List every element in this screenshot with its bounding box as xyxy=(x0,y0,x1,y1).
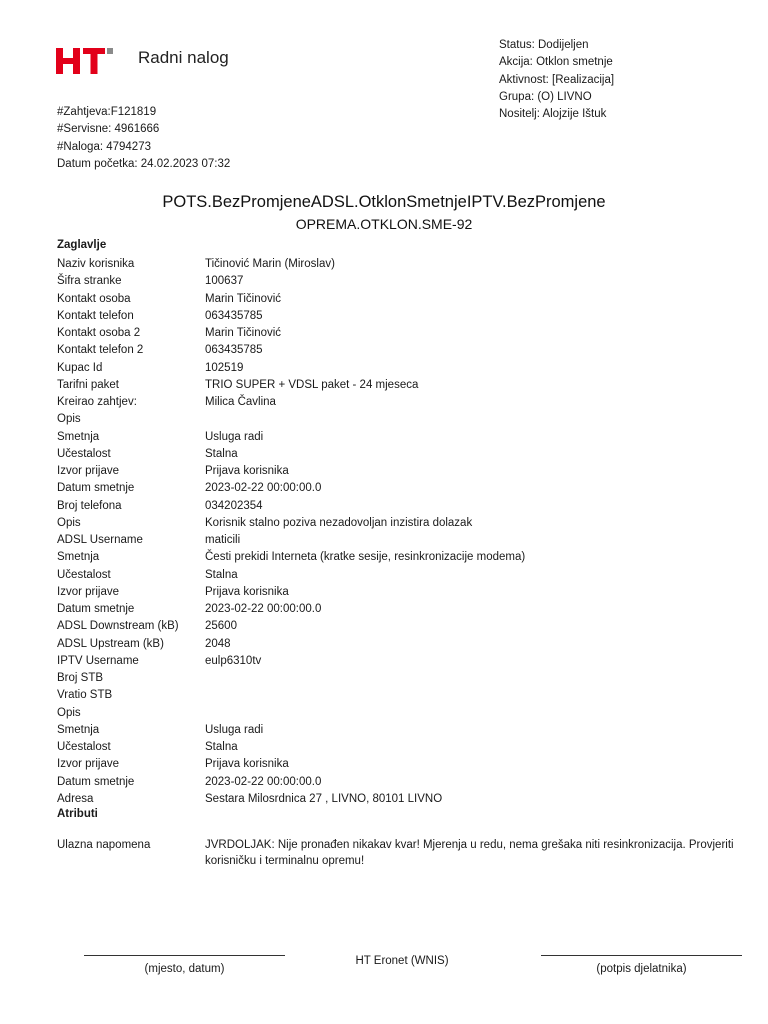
order-id: #Naloga: 4794273 xyxy=(57,140,151,153)
field-label: Izvor prijave xyxy=(57,465,119,477)
place-date-line xyxy=(84,955,285,956)
field-value: eulp6310tv xyxy=(205,654,262,667)
field-value: 100637 xyxy=(205,275,244,288)
order-headline: POTS.BezPromjeneADSL.OtklonSmetnjeIPTV.BezPromjene xyxy=(162,193,606,211)
field-value: Prijava korisnika xyxy=(205,758,289,771)
field-value: 2023-02-22 00:00:00.0 xyxy=(205,775,322,788)
order-subheadline: OPREMA.OTKLON.SME-92 xyxy=(295,216,473,232)
detail-row xyxy=(57,567,737,584)
detail-row xyxy=(57,446,737,463)
field-label: Adresa xyxy=(57,792,94,805)
field-label: Učestalost xyxy=(57,447,111,460)
detail-row xyxy=(57,687,737,704)
field-label: IPTV Username xyxy=(57,654,139,667)
detail-row xyxy=(57,498,737,515)
start-date: Datum početka: 24.02.2023 07:32 xyxy=(57,157,231,170)
detail-row xyxy=(57,739,737,756)
detail-row xyxy=(57,549,737,566)
field-label: Smetnja xyxy=(57,551,100,564)
field-value: Marin Tičinović xyxy=(205,327,282,339)
field-label: Naziv korisnika xyxy=(57,258,135,270)
detail-row xyxy=(57,584,737,601)
field-value: Sestara Milosrdnica 27 , LIVNO, 80101 LIVNO xyxy=(205,792,443,805)
detail-row xyxy=(57,480,737,497)
detail-row xyxy=(57,429,737,446)
organization-name: HT Eronet (WNIS) xyxy=(355,955,449,967)
request-id: #Zahtjeva:F121819 xyxy=(57,106,157,118)
field-value: Prijava korisnika xyxy=(205,465,289,477)
detail-row xyxy=(57,256,737,273)
field-label: Smetnja xyxy=(57,430,100,443)
detail-row xyxy=(57,601,737,618)
place-date-label: (mjesto, datum) xyxy=(144,963,225,975)
detail-row xyxy=(57,774,737,791)
input-note xyxy=(57,838,737,869)
detail-row xyxy=(57,618,737,635)
field-value: Usluga radi xyxy=(205,430,264,443)
field-label: Učestalost xyxy=(57,568,111,581)
field-value: Stalna xyxy=(205,568,238,581)
action-line: Akcija: Otklon smetnje xyxy=(499,56,613,69)
detail-row xyxy=(57,377,737,394)
field-label: Kontakt telefon 2 xyxy=(57,344,144,357)
detail-row xyxy=(57,325,737,342)
detail-row xyxy=(57,273,737,290)
section-zaglavlje: Zaglavlje xyxy=(57,239,107,251)
detail-row xyxy=(57,291,737,308)
ht-logo xyxy=(56,47,116,75)
field-value: 2048 xyxy=(205,637,231,650)
detail-row xyxy=(57,705,737,722)
detail-row xyxy=(57,756,737,773)
detail-row xyxy=(57,463,737,480)
service-id: #Servisne: 4961666 xyxy=(57,123,160,136)
detail-row xyxy=(57,670,737,687)
field-value: 2023-02-22 00:00:00.0 xyxy=(205,603,322,615)
field-value: Stalna xyxy=(205,447,238,460)
field-label: Smetnja xyxy=(57,723,100,736)
field-label: Kontakt telefon xyxy=(57,309,134,322)
detail-row xyxy=(57,722,737,739)
group-line: Grupa: (O) LIVNO xyxy=(499,90,592,103)
field-value: 063435785 xyxy=(205,309,263,322)
field-label: Kontakt osoba xyxy=(57,292,131,305)
detail-row xyxy=(57,791,737,808)
detail-rows xyxy=(57,256,737,808)
field-value: Prijava korisnika xyxy=(205,585,289,598)
field-label: Datum smetnje xyxy=(57,775,135,788)
detail-row xyxy=(57,653,737,670)
field-label: ADSL Downstream (kB) xyxy=(57,620,179,633)
field-label: Opis xyxy=(57,706,81,719)
field-label: Datum smetnje xyxy=(57,482,135,495)
field-label: Broj telefona xyxy=(57,499,122,512)
activity-line: Aktivnost: [Realizacija] xyxy=(499,73,615,86)
field-value: Marin Tičinović xyxy=(205,292,282,305)
detail-row xyxy=(57,360,737,377)
field-label: Izvor prijave xyxy=(57,758,119,771)
field-value: Česti prekidi Interneta (kratke sesije, resinkronizacije modema) xyxy=(205,551,526,564)
field-label: Datum smetnje xyxy=(57,603,135,615)
field-value: Stalna xyxy=(205,741,238,753)
field-label: Broj STB xyxy=(57,672,104,684)
field-value: Milica Čavlina xyxy=(205,396,276,408)
detail-row xyxy=(57,411,737,428)
field-label: Kontakt osoba 2 xyxy=(57,327,141,339)
field-value xyxy=(205,670,737,687)
field-label: Kupac Id xyxy=(57,361,103,374)
note-label: Ulazna napomena xyxy=(57,839,151,851)
field-value: 25600 xyxy=(205,620,237,633)
signature-label: (potpis djelatnika) xyxy=(596,963,687,975)
field-label: ADSL Username xyxy=(57,534,143,546)
field-label: ADSL Upstream (kB) xyxy=(57,637,164,650)
field-value: 063435785 xyxy=(205,344,263,357)
field-value: Korisnik stalno poziva nezadovoljan inzistira dolazak xyxy=(205,516,473,529)
field-value: Tičinović Marin (Miroslav) xyxy=(205,258,335,270)
note-text: JVRDOLJAK: Nije pronađen nikakav kvar! Mjerenja u redu, nema grešaka niti resinkronizacija. Provjeriti korisničku i terminalnu opremu! xyxy=(205,839,734,867)
field-value xyxy=(205,705,737,722)
ids-block xyxy=(57,104,230,173)
holder-line: Nositelj: Alojzije Ištuk xyxy=(499,108,607,121)
field-label: Šifra stranke xyxy=(57,275,122,288)
section-atributi: Atributi xyxy=(57,808,98,820)
detail-row xyxy=(57,308,737,325)
field-label: Tarifni paket xyxy=(57,378,120,391)
field-value: 102519 xyxy=(205,361,244,374)
field-label: Učestalost xyxy=(57,741,111,753)
field-value xyxy=(205,411,737,428)
detail-row xyxy=(57,532,737,549)
detail-row xyxy=(57,342,737,359)
field-label: Kreirao zahtjev: xyxy=(57,396,137,408)
field-value: 2023-02-22 00:00:00.0 xyxy=(205,482,322,495)
field-value: maticili xyxy=(205,534,241,546)
status-line: Status: Dodijeljen xyxy=(499,39,589,51)
field-label: Opis xyxy=(57,413,81,426)
field-label: Izvor prijave xyxy=(57,585,119,598)
detail-row xyxy=(57,394,737,411)
field-value xyxy=(205,687,737,704)
field-value: 034202354 xyxy=(205,499,263,512)
detail-row xyxy=(57,636,737,653)
status-block xyxy=(499,37,614,123)
signature-line xyxy=(541,955,742,956)
document-title: Radni nalog xyxy=(138,48,229,67)
field-label: Opis xyxy=(57,516,81,529)
field-label: Vratio STB xyxy=(57,689,113,702)
field-value: Usluga radi xyxy=(205,723,264,736)
field-value: TRIO SUPER + VDSL paket - 24 mjeseca xyxy=(205,378,419,391)
detail-row xyxy=(57,515,737,532)
